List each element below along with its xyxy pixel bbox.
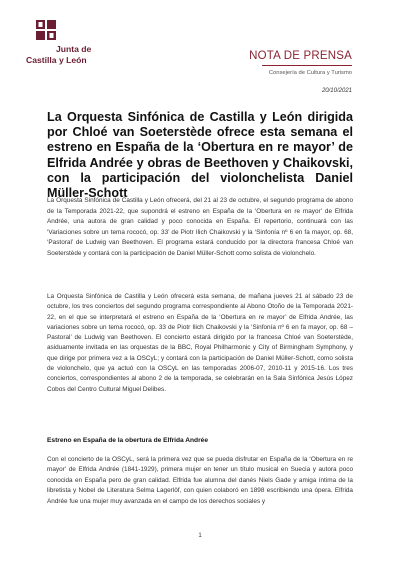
- coat-of-arms-icon: [35, 20, 57, 40]
- logo-text-line-1: Junta de: [56, 44, 92, 54]
- body-paragraph-2: Con el concierto de la OSCyL, será la primera vez que se pueda disfrutar en España de la ‘Obertura en re mayor’ de Elfrida Andrée (1841-1929), primera mujer en tener un título musical en Suecia y autora poco conocida en España pero de gran calidad. Elfrida fue alumna del danés Niels Gade y amiga íntima de la libretista y Nobel de Literatura Selma Lagerlöf, con quien colaboró en 1898 escribiendo una ópera. Elfrida Andrée fue una mujer muy avanzada en el campo de los derechos sociales y: [47, 456, 353, 505]
- logo-text-line-2: Castilla y León: [26, 55, 87, 65]
- department-name: Consejería de Cultura y Turismo: [268, 70, 352, 76]
- headline: La Orquesta Sinfónica de Castilla y León dirigida por Chloé van Soeterstède ofrece esta semana el estreno en España de la ‘Obertura en re mayor’ de Elfrida Andrée y obras de Beethoven y Chaikovski, con la participación del violonchelista Daniel Müller-Schott: [47, 110, 353, 201]
- press-release-label: NOTA DE PRENSA: [249, 50, 352, 62]
- section-subheading: Estreno en España de la obertura de Elfrida Andrée: [47, 437, 208, 444]
- body-paragraph-1: La Orquesta Sinfónica de Castilla y León ofrecerá esta semana, de mañana jueves 21 al sábado 23 de octubre, los tres conciertos del segundo programa correspondiente al Abono Otoño de la Temporada 2021-22, en el que se interpretará el estreno en España de la ‘Obertura en re mayor’ de Elfrida Andrée, las variaciones sobre un tema rococó, op. 33 de Piotr Ilich Chaikovski y la ‘Sinfonía nº 6 en fa mayor, op. 68 – Pastoral’ de Ludwig van Beethoven. El concierto estará dirigido por la francesa Chloé van Soeterstède, asiduamente invitada en las orquestas de la BBC, Royal Philharmonic y City of Birmingham Symphony, y que dirige por primera vez a la OSCyL; y contará con la participación de Daniel Müller-Schott, como solista de violonchelo, que ya actuó con la OSCyL en las temporadas 2006-07, 2010-11 y 2015-16. Los tres conciertos, correspondientes al abono 2 de la temporada, se celebrarán en la Sala Sinfónica Jesús López Cobos del Centro Cultural Miguel Delibes.: [47, 293, 353, 393]
- header-divider: [262, 65, 352, 66]
- release-date: 20/10/2021: [321, 88, 352, 94]
- lead-paragraph: La Orquesta Sinfónica de Castilla y León ofrecerá, del 21 al 23 de octubre, el segundo programa de abono de la Temporada 2021-22, que supondrá el estreno en España de la ‘Obertura en re mayor’ de Elfrida Andrée, una autora de gran calidad y poco conocida en España. El repertorio, continuará con las ‘Variaciones sobre un tema rococó, op. 33’ de Piotr Ilich Chaikovski y la ‘Sinfonía nº 6 en fa mayor, op. 68, ‘Pastoral’ de Ludwig van Beethoven. El programa estará conducido por la directora francesa Chloé van Soeterstède y contará con la participación de Daniel Müller-Schott como solista de violonchelo.: [47, 197, 353, 257]
- page-number: 1: [198, 533, 202, 539]
